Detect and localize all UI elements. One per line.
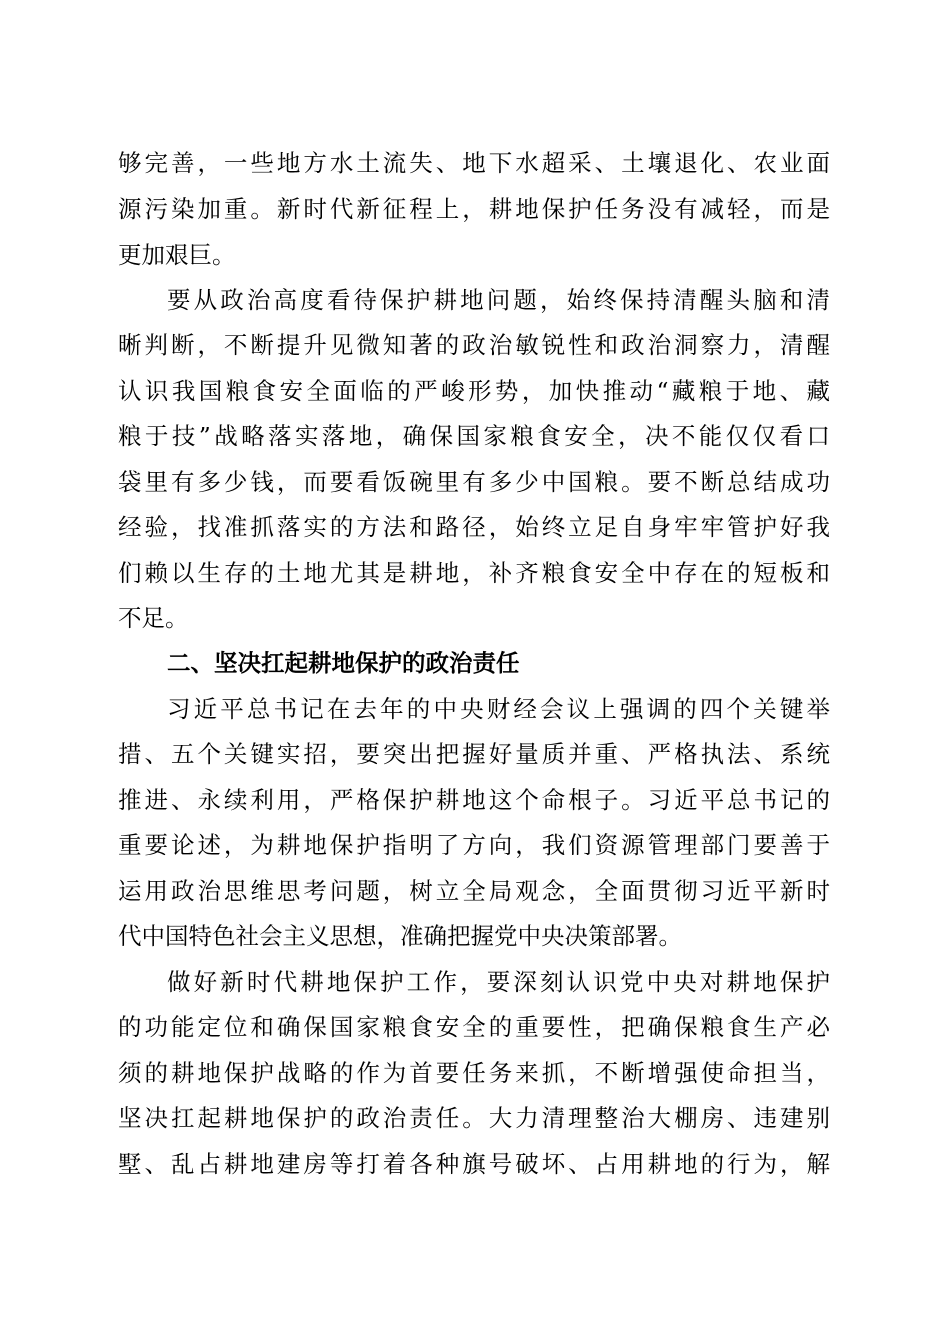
text-line: 的功能定位和确保国家粮食安全的重要性，把确保粮食生产必 (118, 1013, 830, 1041)
text-line: 认识我国粮食安全面临的严峻形势，加快推动“藏粮于地、藏 (118, 377, 830, 405)
text-line: 袋里有多少钱，而要看饭碗里有多少中国粮。要不断总结成功 (118, 468, 830, 496)
text-line: 代中国特色社会主义思想，准确把握党中央决策部署。 (118, 922, 682, 950)
text-line: 源污染加重。新时代新征程上，耕地保护任务没有减轻，而是 (118, 195, 830, 223)
text-line: 措、五个关键实招，要突出把握好量质并重、严格执法、系统 (118, 740, 830, 768)
text-line: 墅、乱占耕地建房等打着各种旗号破坏、占用耕地的行为，解 (118, 1150, 830, 1178)
text-line: 重要论述，为耕地保护指明了方向，我们资源管理部门要善于 (118, 831, 830, 859)
text-line: 推进、永续利用，严格保护耕地这个命根子。习近平总书记的 (118, 786, 830, 814)
text-line: 运用政治思维思考问题，树立全局观念，全面贯彻习近平新时 (118, 877, 830, 905)
text-line: 粮于技”战略落实落地，确保国家粮食安全，决不能仅仅看口 (118, 422, 830, 450)
section-heading: 二、坚决扛起耕地保护的政治责任 (167, 649, 520, 677)
text-line: 经验，找准抓落实的方法和路径，始终立足自身牢牢管护好我 (118, 513, 830, 541)
text-line: 做好新时代耕地保护工作，要深刻认识党中央对耕地保护 (167, 968, 830, 996)
text-line: 晰判断，不断提升见微知著的政治敏锐性和政治洞察力，清醒 (118, 331, 830, 359)
text-line: 够完善，一些地方水土流失、地下水超采、土壤退化、农业面 (118, 149, 830, 177)
text-line: 须的耕地保护战略的作为首要任务来抓，不断增强使命担当， (118, 1059, 830, 1087)
text-line: 习近平总书记在去年的中央财经会议上强调的四个关键举 (167, 695, 830, 723)
text-line: 更加艰巨。 (118, 241, 236, 269)
text-line: 们赖以生存的土地尤其是耕地，补齐粮食安全中存在的短板和 (118, 559, 830, 587)
text-line: 要从政治高度看待保护耕地问题，始终保持清醒头脑和清 (167, 286, 830, 314)
text-line: 坚决扛起耕地保护的政治责任。大力清理整治大棚房、违建别 (118, 1104, 830, 1132)
text-line: 不足。 (118, 604, 189, 632)
